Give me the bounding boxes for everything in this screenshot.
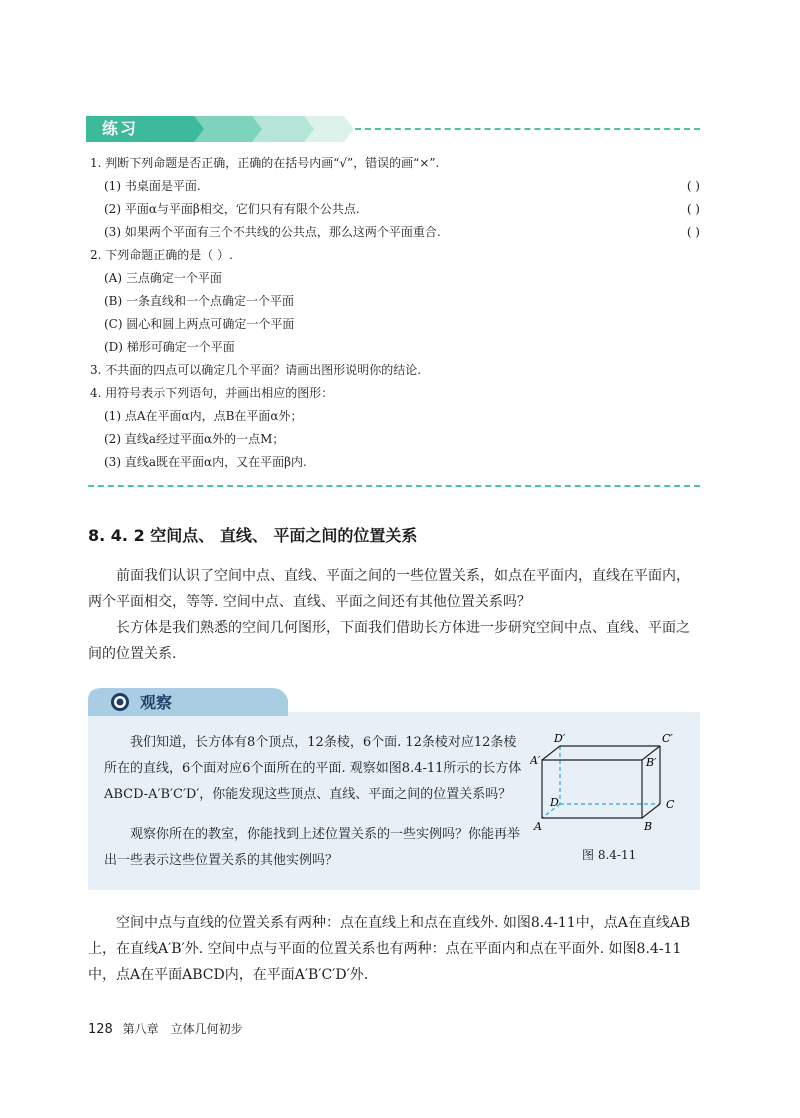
vertex-label: C: [666, 798, 675, 811]
dashed-divider: [88, 485, 700, 487]
vertex-label: B′: [646, 756, 657, 769]
exercise-item: [90, 198, 702, 221]
observe-paragraph: 我们知道，长方体有8个顶点，12条棱，6个面. 12条棱对应12条棱所在的直线，6个面对应6个面所在的平面. 观察如图8.4-11所示的长方体ABCD-A′B′C′D′，你能发现这些顶点、直线、平面之间的位置关系吗？: [104, 735, 522, 802]
exercise-item: [90, 152, 702, 175]
exercise-item: [90, 267, 702, 290]
exercise-item-text: (A) 三点确定一个平面: [104, 271, 222, 285]
figure-caption: 图 8.4-11: [582, 848, 637, 862]
vertex-label: A: [534, 820, 542, 833]
vertex-label: D: [550, 796, 559, 809]
observe-title: 观察: [140, 693, 173, 712]
page-number: 128: [88, 1022, 113, 1037]
exercise-item: [90, 405, 702, 428]
exercise-item-text: 2. 下列命题正确的是（ ）.: [90, 248, 233, 262]
exercise-item-text: (2) 平面α与平面β相交，它们只有有限个公共点.: [104, 202, 360, 216]
exercise-item-text: 4. 用符号表示下列语句，并画出相应的图形：: [90, 386, 334, 400]
exercise-item: [90, 359, 702, 382]
answer-blank: ( ): [686, 225, 700, 239]
paragraph: 长方体是我们熟悉的空间几何图形，下面我们借助长方体进一步研究空间中点、直线、平面之间的位置关系.: [88, 620, 690, 662]
paragraph: 前面我们认识了空间中点、直线、平面之间的一些位置关系，如点在平面内，直线在平面内，两个平面相交，等等. 空间中点、直线、平面之间还有其他位置关系吗？: [88, 568, 690, 610]
exercise-item-text: (B) 一条直线和一个点确定一个平面: [104, 294, 294, 308]
vertex-label: A′: [530, 754, 541, 767]
paragraph: 空间中点与直线的位置关系有两种：点在直线上和点在直线外. 如图8.4-11中，点A在直线AB上，在直线A′B′外. 空间中点与平面的位置关系也有两种：点在平面内和点在平面外. 如图8.4-11中，点A在平面ABCD内，在平面A′B′C′D′外.: [88, 915, 691, 983]
answer-blank: ( ): [686, 202, 700, 216]
observe-paragraph: 观察你所在的教室，你能找到上述位置关系的一些实例吗？你能再举出一些表示这些位置关系的其他实例吗？: [104, 827, 521, 868]
chapter-name: 第八章 立体几何初步: [122, 1022, 243, 1036]
exercise-item: [90, 428, 702, 451]
exercise-item: [90, 290, 702, 313]
exercise-item: [90, 451, 702, 474]
answer-blank: ( ): [686, 179, 700, 193]
exercise-item-text: 3. 不共面的四点可以确定几个平面？请画出图形说明你的结论.: [90, 363, 422, 377]
exercise-item: [90, 175, 702, 198]
exercise-item: [90, 244, 702, 267]
cuboid-figure: [530, 730, 690, 840]
vertex-label: C′: [662, 732, 673, 745]
exercise-item: [90, 382, 702, 405]
exercise-list: [90, 152, 702, 474]
section-title: 8. 4. 2 空间点、 直线、 平面之间的位置关系: [88, 526, 418, 545]
exercise-item-text: (D) 梯形可确定一个平面: [104, 340, 235, 354]
exercise-item-text: (2) 直线a经过平面α外的一点M；: [104, 432, 285, 446]
exercise-item-text: (3) 直线a既在平面α内，又在平面β内.: [104, 455, 307, 469]
exercise-item-text: 1. 判断下列命题是否正确，正确的在括号内画“√”，错误的画“×”.: [90, 156, 440, 170]
exercise-item-text: (C) 圆心和圆上两点可确定一个平面: [104, 317, 295, 331]
vertex-label: D′: [554, 732, 566, 745]
target-icon: [110, 692, 130, 712]
exercise-item: [90, 221, 702, 244]
vertex-label: B: [644, 820, 653, 833]
exercise-item-text: (3) 如果两个平面有三个不共线的公共点，那么这两个平面重合.: [104, 225, 441, 239]
dashed-divider: [355, 128, 700, 130]
exercise-title: 练习: [102, 119, 139, 138]
exercise-item: [90, 336, 702, 359]
exercise-item-text: (1) 点A在平面α内，点B在平面α外；: [104, 409, 303, 423]
exercise-item: [90, 313, 702, 336]
exercise-item-text: (1) 书桌面是平面.: [104, 179, 201, 193]
page-footer: [88, 1020, 243, 1037]
